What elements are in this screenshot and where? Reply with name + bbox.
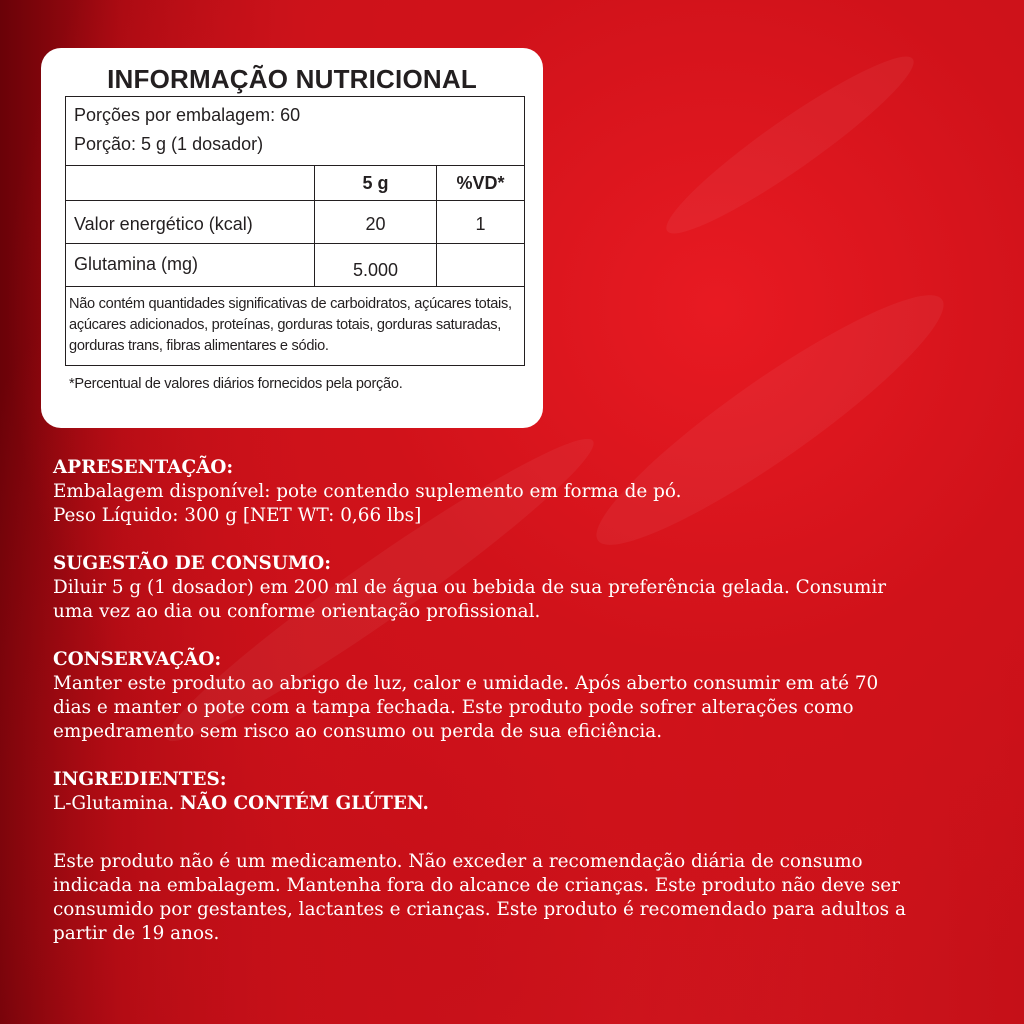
nutrient-name: Glutamina (mg) [74,254,199,274]
table-row [66,243,524,286]
notice-line: Este produto não é um medicamento. Não exceder a recomendação diária de consumo [53,851,863,872]
ingredients-line [53,792,988,816]
storage-line: Manter este produto ao abrigo de luz, calor e umidade. Após aberto consumir em até 70 [53,673,879,694]
nutrition-facts-panel [41,48,543,428]
nutrient-amount: 5.000 [314,244,436,286]
product-info [53,456,988,970]
ingredients-heading: INGREDIENTES: [53,769,227,790]
ingredients-section [53,768,988,816]
presentation-section [53,456,988,528]
usage-heading: SUGESTÃO DE CONSUMO: [53,553,332,574]
storage-heading: CONSERVAÇÃO: [53,649,222,670]
nutrition-title: INFORMAÇÃO NUTRICIONAL [107,64,477,94]
portion-size: Porção: 5 g (1 dosador) [74,134,264,154]
net-weight: Peso Líquido: 300 g [NET WT: 0,66 lbs] [53,505,422,526]
table-row [66,200,524,243]
storage-line: dias e manter o pote com a tampa fechada. Este produto pode sofrer alterações como [53,697,854,718]
portions-per-package: Porções por embalagem: 60 [74,105,301,125]
nutrient-amount: 20 [314,201,436,243]
notice-section [53,850,988,946]
disclaimer-line: Não contém quantidades significativas de carboidratos, açúcares totais, [69,296,512,312]
disclaimer-row [66,286,524,365]
disclaimer-line: gorduras trans, fibras alimentares e sódio. [69,338,329,354]
nutrient-dv [436,244,524,286]
presentation-heading: APRESENTAÇÃO: [53,457,234,478]
notice-line: consumido por gestantes, lactantes e crianças. Este produto é recomendado para adultos a [53,899,906,920]
notice-line: partir de 19 anos. [53,923,220,944]
nutrient-dv: 1 [436,201,524,243]
column-header-nutrient [66,166,314,200]
ingredients-text: L-Glutamina. [53,793,175,814]
storage-line: empedramento sem risco ao consumo ou perda de sua eficiência. [53,721,663,742]
disclaimer-line: açúcares adicionados, proteínas, gorduras totais, gorduras saturadas, [69,317,501,333]
nutrition-table [65,96,525,366]
nutrition-footnote: *Percentual de valores diários fornecidos pela porção. [69,376,403,392]
usage-line: uma vez ao dia ou conforme orientação profissional. [53,601,541,622]
column-header-dv: %VD* [436,166,524,200]
nutrient-name: Valor energético (kcal) [74,214,253,234]
column-header-amount: 5 g [314,166,436,200]
nutrition-disclaimer [66,287,515,365]
gluten-warning: NÃO CONTÉM GLÚTEN. [180,793,429,814]
notice-line: indicada na embalagem. Mantenha fora do alcance de crianças. Este produto não deve ser [53,875,900,896]
usage-section [53,552,988,624]
table-header-row [66,165,524,200]
usage-line: Diluir 5 g (1 dosador) em 200 ml de água ou bebida de sua preferência gelada. Consumir [53,577,887,598]
background-streak [653,38,927,251]
presentation-line: Embalagem disponível: pote contendo suplemento em forma de pó. [53,481,682,502]
storage-section [53,648,988,744]
portions-block [66,97,524,165]
